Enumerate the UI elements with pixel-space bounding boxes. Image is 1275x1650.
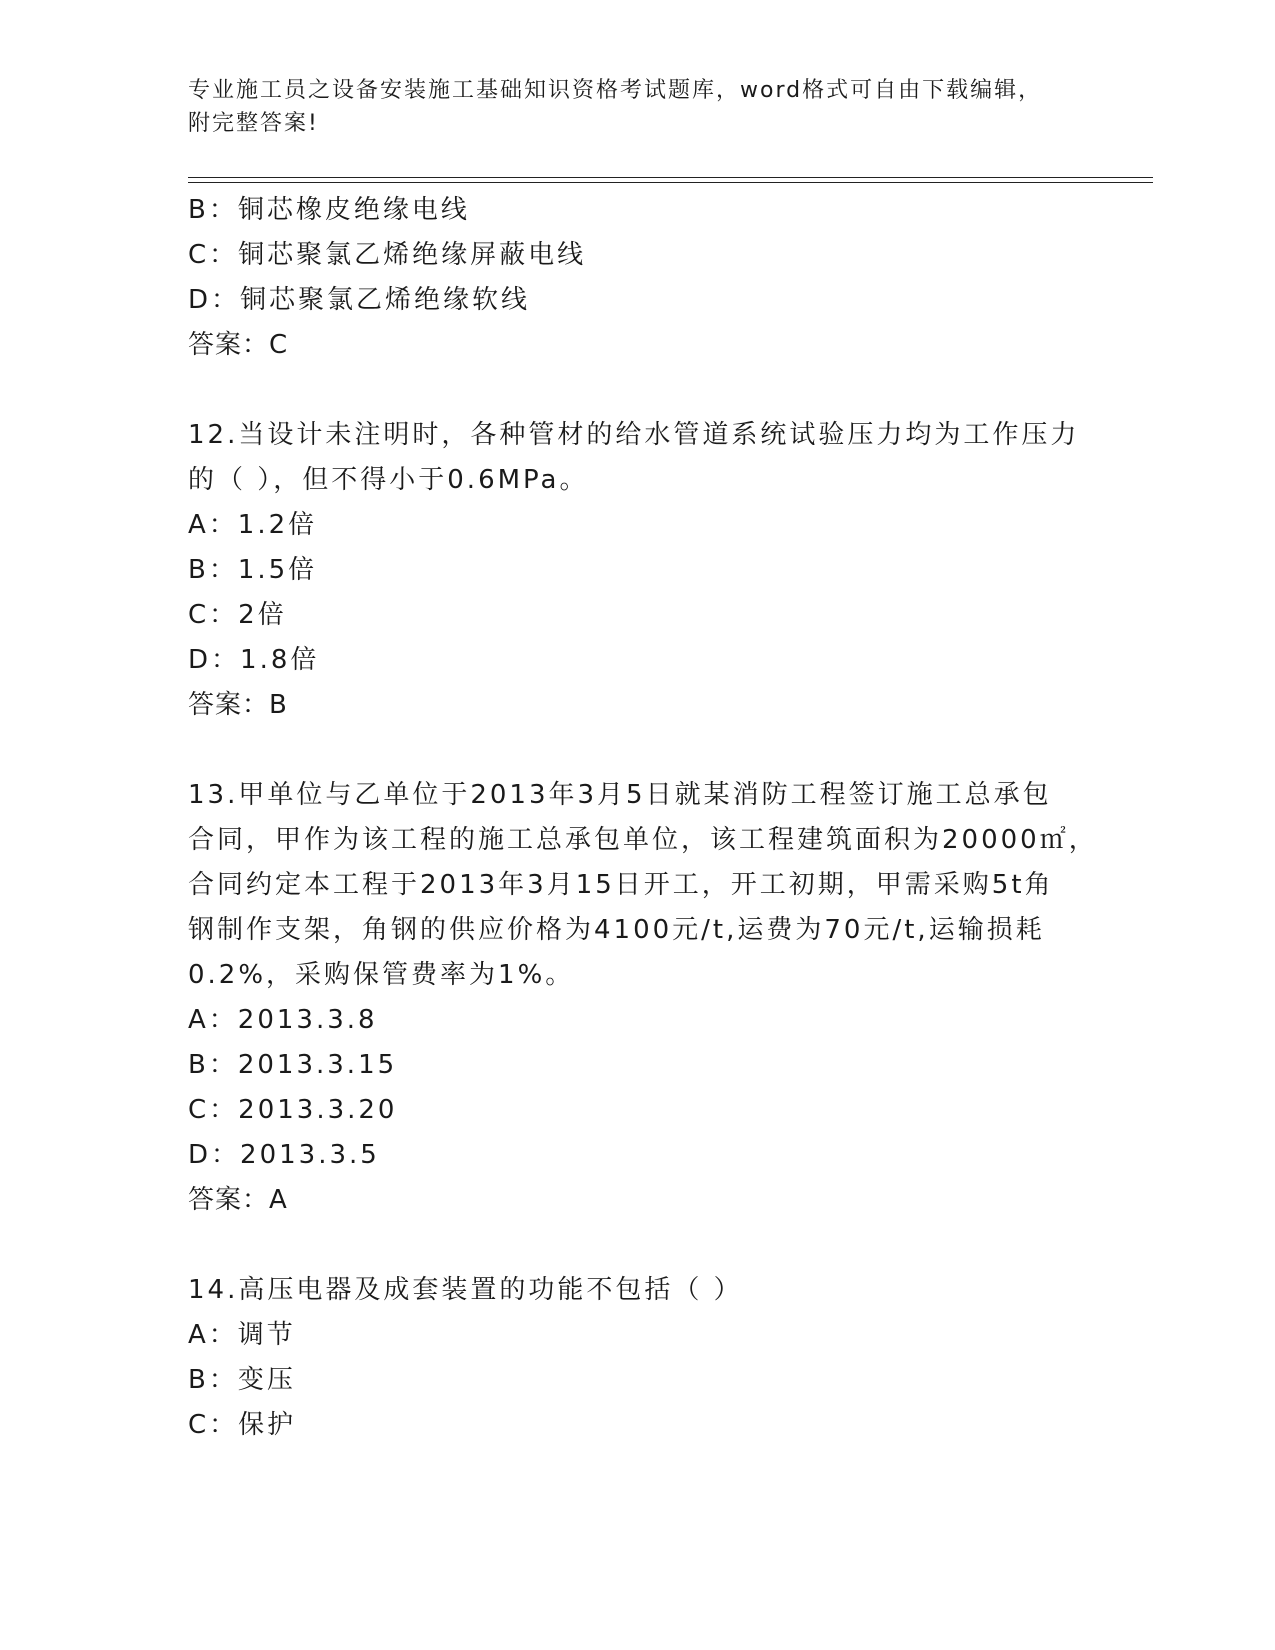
q11-answer: 答案：C [188, 330, 289, 360]
q12-option-b: B：1.5倍 [188, 555, 318, 585]
q14-option-c: C：保护 [188, 1410, 297, 1440]
q13-stem-line-4: 钢制作支架，角钢的供应价格为4100元/t,运费为70元/t,运输损耗 [188, 915, 1045, 945]
q13-option-b: B：2013.3.15 [188, 1050, 398, 1080]
header-line-2: 附完整答案! [188, 111, 319, 136]
q13-option-d: D：2013.3.5 [188, 1140, 380, 1170]
q13-stem-line-5: 0.2%，采购保管费率为1%。 [188, 960, 575, 990]
q13-option-c: C：2013.3.20 [188, 1095, 398, 1125]
q14-option-a: A：调节 [188, 1320, 296, 1350]
header-rule-bottom [188, 182, 1153, 183]
document-header [188, 74, 1068, 140]
q12-option-c: C：2倍 [188, 600, 287, 630]
q13-option-a: A：2013.3.8 [188, 1005, 378, 1035]
q12-answer: 答案：B [188, 690, 288, 720]
q12-stem-line-1: 12.当设计未注明时，各种管材的给水管道系统试验压力均为工作压力 [188, 420, 1080, 450]
q11-option-d: D：铜芯聚氯乙烯绝缘软线 [188, 285, 531, 315]
q14-option-b: B：变压 [188, 1365, 296, 1395]
q13-answer: 答案：A [188, 1185, 288, 1215]
header-rule-top [188, 177, 1153, 178]
header-line-1: 专业施工员之设备安装施工基础知识资格考试题库，word格式可自由下载编辑， [188, 78, 1043, 103]
q13-stem-line-3: 合同约定本工程于2013年3月15日开工，开工初期，甲需采购5t角 [188, 870, 1054, 900]
q11-option-b: B：铜芯橡皮绝缘电线 [188, 195, 470, 225]
q13-stem-line-2: 合同，甲作为该工程的施工总承包单位，该工程建筑面积为20000㎡， [188, 825, 1098, 855]
q12-stem-line-2: 的（ ），但不得小于0.6MPa。 [188, 465, 589, 495]
q12-option-d: D：1.8倍 [188, 645, 320, 675]
q13-stem-line-1: 13.甲单位与乙单位于2013年3月5日就某消防工程签订施工总承包 [188, 780, 1052, 810]
q11-option-c: C：铜芯聚氯乙烯绝缘屏蔽电线 [188, 240, 587, 270]
q12-option-a: A：1.2倍 [188, 510, 318, 540]
q14-stem-line-1: 14.高压电器及成套装置的功能不包括（ ） [188, 1275, 743, 1305]
